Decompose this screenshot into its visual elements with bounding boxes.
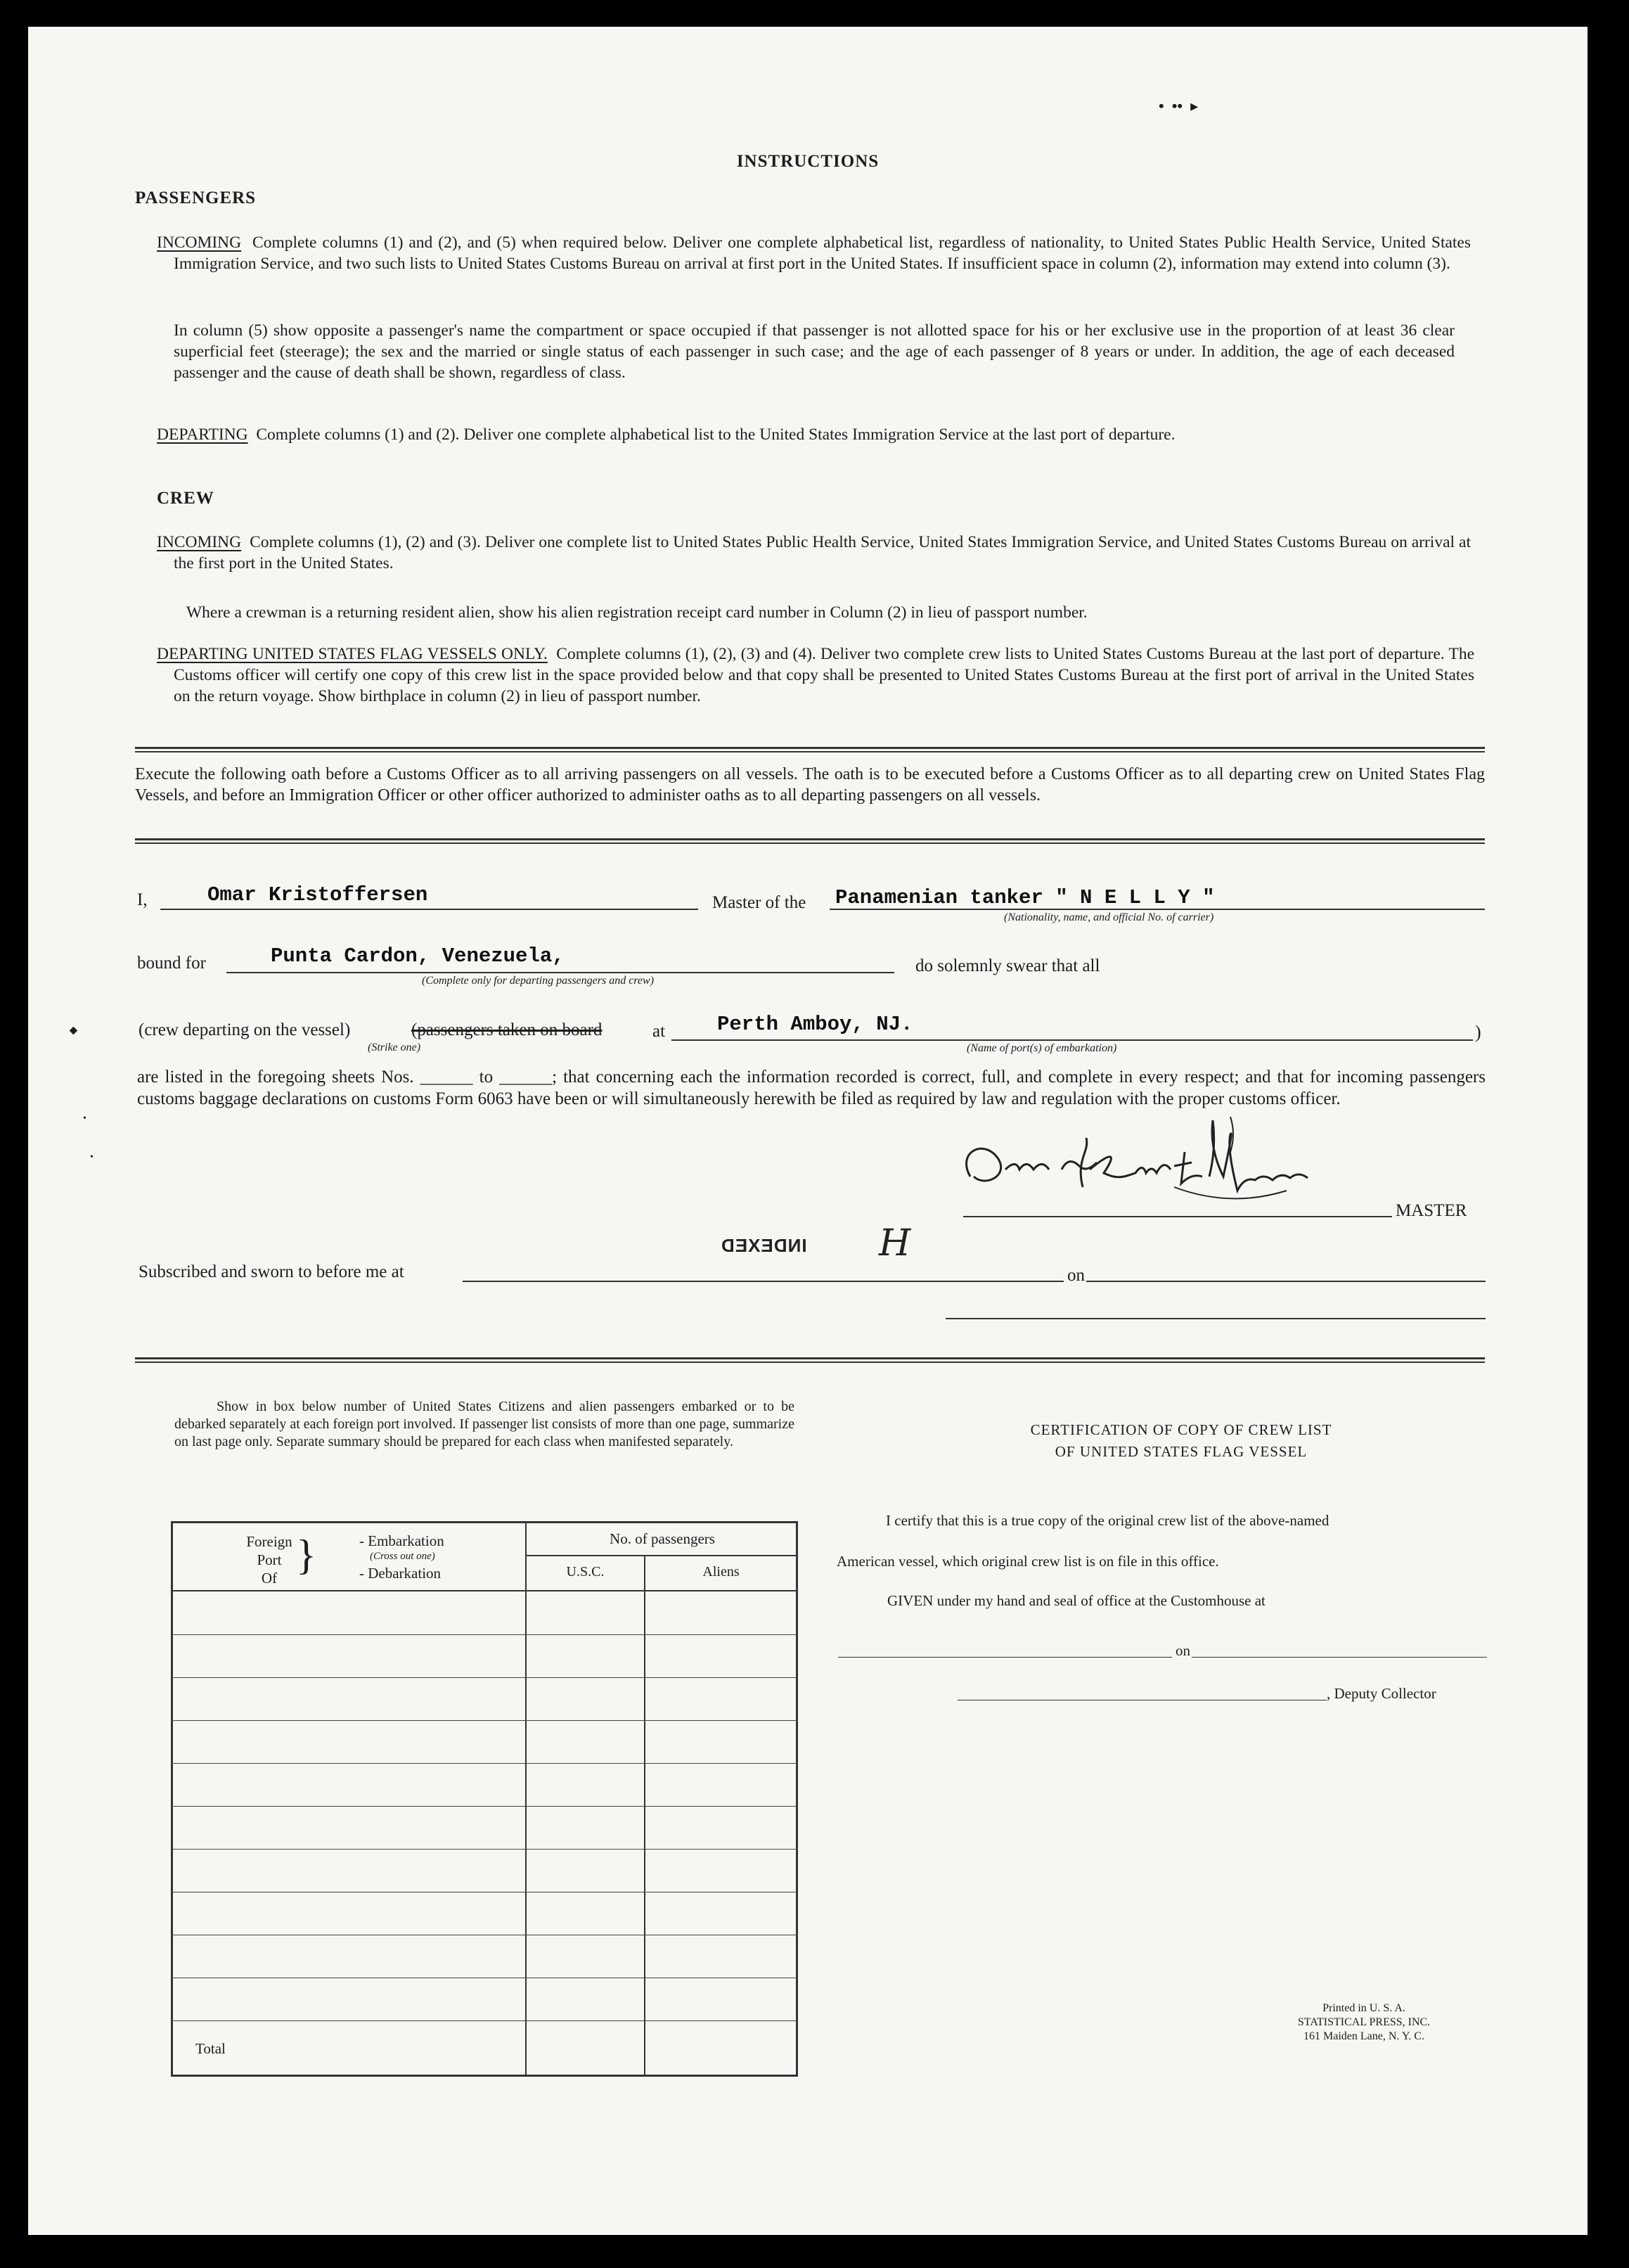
deputy-collector-label: , Deputy Collector [1327, 1685, 1436, 1702]
embark-caption: (Name of port(s) of embarkation) [967, 1042, 1117, 1054]
imprint-line3: 161 Maiden Lane, N. Y. C. [1303, 2030, 1424, 2042]
summary-intro: Show in box below number of United States Citizens and alien passengers embarked or to be debarked separately at each foreign port involved. If passenger list consists of more than one page, summarize on last page only. Separate summary should be prepared for each class when manifested separately. [174, 1399, 794, 1449]
divider [135, 747, 1485, 749]
imprint-line1: Printed in U. S. A. [1322, 2002, 1405, 2014]
cert-on-label: on [1176, 1642, 1190, 1659]
passengers-struck-label: (passengers taken on board [411, 1020, 603, 1039]
table-row[interactable] [171, 1720, 798, 1721]
flag-vessels-text: Complete columns (1), (2), (3) and (4). Deliver two complete crew lists to United States Customs Bureau at the last port of departure. The Customs officer will certify one copy of this crew list in the space provided below and that copy shall be presented to United States Customs Bureau at the first port of arrival in the United States on the return voyage. Show birthplace in column (2) in lieu of passport number. [174, 645, 1474, 705]
destination-field[interactable]: Punta Cardon, Venezuela, [271, 944, 565, 968]
header-bottom-line [171, 1590, 798, 1591]
margin-dot: • [90, 1152, 94, 1162]
cross-out-caption: (Cross out one) [370, 1551, 435, 1562]
table-row[interactable] [171, 1634, 798, 1635]
col-divider [644, 1555, 645, 2077]
flag-vessels-label: DEPARTING UNITED STATES FLAG VESSELS ONLY. [157, 645, 548, 663]
subscribed-on-label: on [1067, 1266, 1085, 1285]
debarkation-label: - Debarkation [359, 1565, 442, 1582]
divider [135, 1362, 1485, 1363]
cert-given-line: GIVEN under my hand and seal of office at the Customhouse at [887, 1592, 1266, 1609]
strike-caption: (Strike one) [368, 1042, 421, 1053]
table-row[interactable] [171, 1849, 798, 1850]
destination-caption: (Complete only for departing passengers and crew) [422, 975, 655, 987]
port-header-cell [171, 1521, 525, 1590]
cert-place-line[interactable] [838, 1657, 1172, 1658]
crewman-paragraph: Where a crewman is a returning resident alien, show his alien registration receipt card number in Column (2) in lieu of passport number. [186, 603, 1088, 622]
embarkation-label: - Embarkation [359, 1532, 444, 1549]
destination-line [226, 972, 894, 973]
master-name-line [160, 909, 698, 910]
cert-title-line2: OF UNITED STATES FLAG VESSEL [1055, 1443, 1308, 1460]
subscribed-label: Subscribed and sworn to before me at [139, 1262, 404, 1281]
flag-vessels-paragraph [157, 643, 1474, 707]
column5-paragraph: In column (5) show opposite a passenger's name the compartment or space occupied if that passenger is not allotted space for his or her exclusive use in the proportion of at least 36 clear superficial feet (steerage); the sex and the married or single status of each passenger in such case; and the age of each passenger of 8 years or under. In addition, the age of each deceased passenger and the cause of death shall be shown, regardless of class. [174, 321, 1455, 382]
stray-marks: • •• ▸ [1159, 97, 1199, 115]
margin-mark: ⬩ [70, 1018, 77, 1042]
bound-for-label: bound for [137, 954, 206, 973]
margin-dot: • [83, 1113, 86, 1124]
master-label: MASTER [1396, 1201, 1467, 1220]
col-divider [525, 1521, 527, 2077]
no-passengers-header: No. of passengers [610, 1530, 715, 1547]
stamp-initial: H [879, 1222, 911, 1264]
usc-header: U.S.C. [566, 1564, 605, 1580]
crew-departing-label: (crew departing on the vessel) [139, 1020, 351, 1039]
listed-statement: are listed in the foregoing sheets Nos. ______ to ______; that concerning each the information recorded is correct, full, and complete in every respect; and that for incoming passengers customs baggage declarations on customs Form 6063 have been or will simultaneously herewith be filed as required by law and regulation with the proper customs officer. [137, 1068, 1486, 1108]
i-label: I, [137, 890, 148, 909]
table-row[interactable] [171, 2020, 798, 2021]
crew-incoming-text: Complete columns (1), (2) and (3). Deliver one complete list to United States Public Health Service, United States Immigration Service, and United States Customs Bureau on arrival at the first port in the United States. [174, 533, 1471, 572]
at-label: at [652, 1022, 666, 1041]
port-label: Port [257, 1551, 282, 1568]
foreign-label: Foreign [246, 1533, 292, 1550]
master-name-field[interactable]: Omar Kristoffersen [207, 883, 428, 906]
imprint-line2: STATISTICAL PRESS, INC. [1297, 2016, 1431, 2028]
vessel-caption: (Nationality, name, and official No. of carrier) [1004, 911, 1214, 923]
swear-label: do solemnly swear that all [915, 956, 1100, 975]
cert-title-line1: CERTIFICATION OF COPY OF CREW LIST [1030, 1421, 1332, 1438]
indexed-stamp: INDEXED [721, 1235, 807, 1256]
row-divider [525, 1555, 798, 1556]
incoming-label: INCOMING [157, 233, 242, 252]
form-page [28, 27, 1588, 2235]
divider [135, 843, 1485, 844]
brace: } [296, 1532, 316, 1578]
vessel-field[interactable]: Panamenian tanker " N E L L Y " [835, 886, 1215, 909]
departing-label: DEPARTING [157, 425, 248, 444]
table-row[interactable] [171, 1763, 798, 1764]
cert-certify-line2: American vessel, which original crew list is on file in this office. [837, 1553, 1219, 1570]
oath-instruction: Execute the following oath before a Customs Officer as to all arriving passengers on all vessels. The oath is to be executed before a Customs Officer as to all departing crew on United States Flag Vessels, and before an Immigration Officer or other officer authorized to administer oaths as to all departing passengers on all vessels. [135, 765, 1485, 805]
subscribed-place-line[interactable] [463, 1281, 1064, 1282]
crew-incoming-label: INCOMING [157, 533, 242, 551]
passengers-incoming-paragraph [157, 232, 1471, 274]
crew-heading: CREW [157, 489, 214, 508]
total-label: Total [195, 2040, 226, 2057]
embark-port-field[interactable]: Perth Amboy, NJ. [717, 1013, 913, 1036]
divider [135, 838, 1485, 840]
divider [135, 751, 1485, 752]
printer-imprint [1244, 2001, 1483, 2044]
summary-box-frame [171, 1521, 798, 2077]
divider [135, 1357, 1485, 1359]
departing-text: Complete columns (1) and (2). Deliver one complete alphabetical list to the United States Immigration Service at the last port of departure. [256, 425, 1176, 444]
instructions-title: INSTRUCTIONS [736, 152, 880, 171]
signature-line [963, 1216, 1392, 1217]
table-row[interactable] [171, 1677, 798, 1678]
embark-port-line [671, 1039, 1473, 1041]
incoming-text: Complete columns (1) and (2), and (5) when required below. Deliver one complete alphabetical list, regardless of nationality, to United States Public Health Service, United States Immigration Service, and two such lists to United States Customs Bureau on arrival at first port in the United States. If insufficient space in column (2), information may extend into column (3). [174, 233, 1472, 273]
of-label: Of [261, 1570, 278, 1587]
foreign-port-of [241, 1532, 297, 1587]
close-paren: ) [1475, 1022, 1481, 1042]
cert-date-line[interactable] [1192, 1657, 1487, 1658]
master-signature [942, 1110, 1392, 1222]
master-of-label: Master of the [712, 893, 806, 912]
cert-certify-line1: I certify that this is a true copy of the original crew list of the above-named [886, 1512, 1329, 1529]
aliens-header: Aliens [702, 1564, 740, 1580]
passengers-heading: PASSENGERS [135, 188, 257, 207]
officer-signature-line[interactable] [946, 1318, 1486, 1319]
passengers-departing-paragraph [157, 424, 1471, 445]
subscribed-date-line[interactable] [1086, 1281, 1486, 1282]
crew-incoming-paragraph [157, 532, 1471, 574]
table-row[interactable] [171, 1806, 798, 1807]
